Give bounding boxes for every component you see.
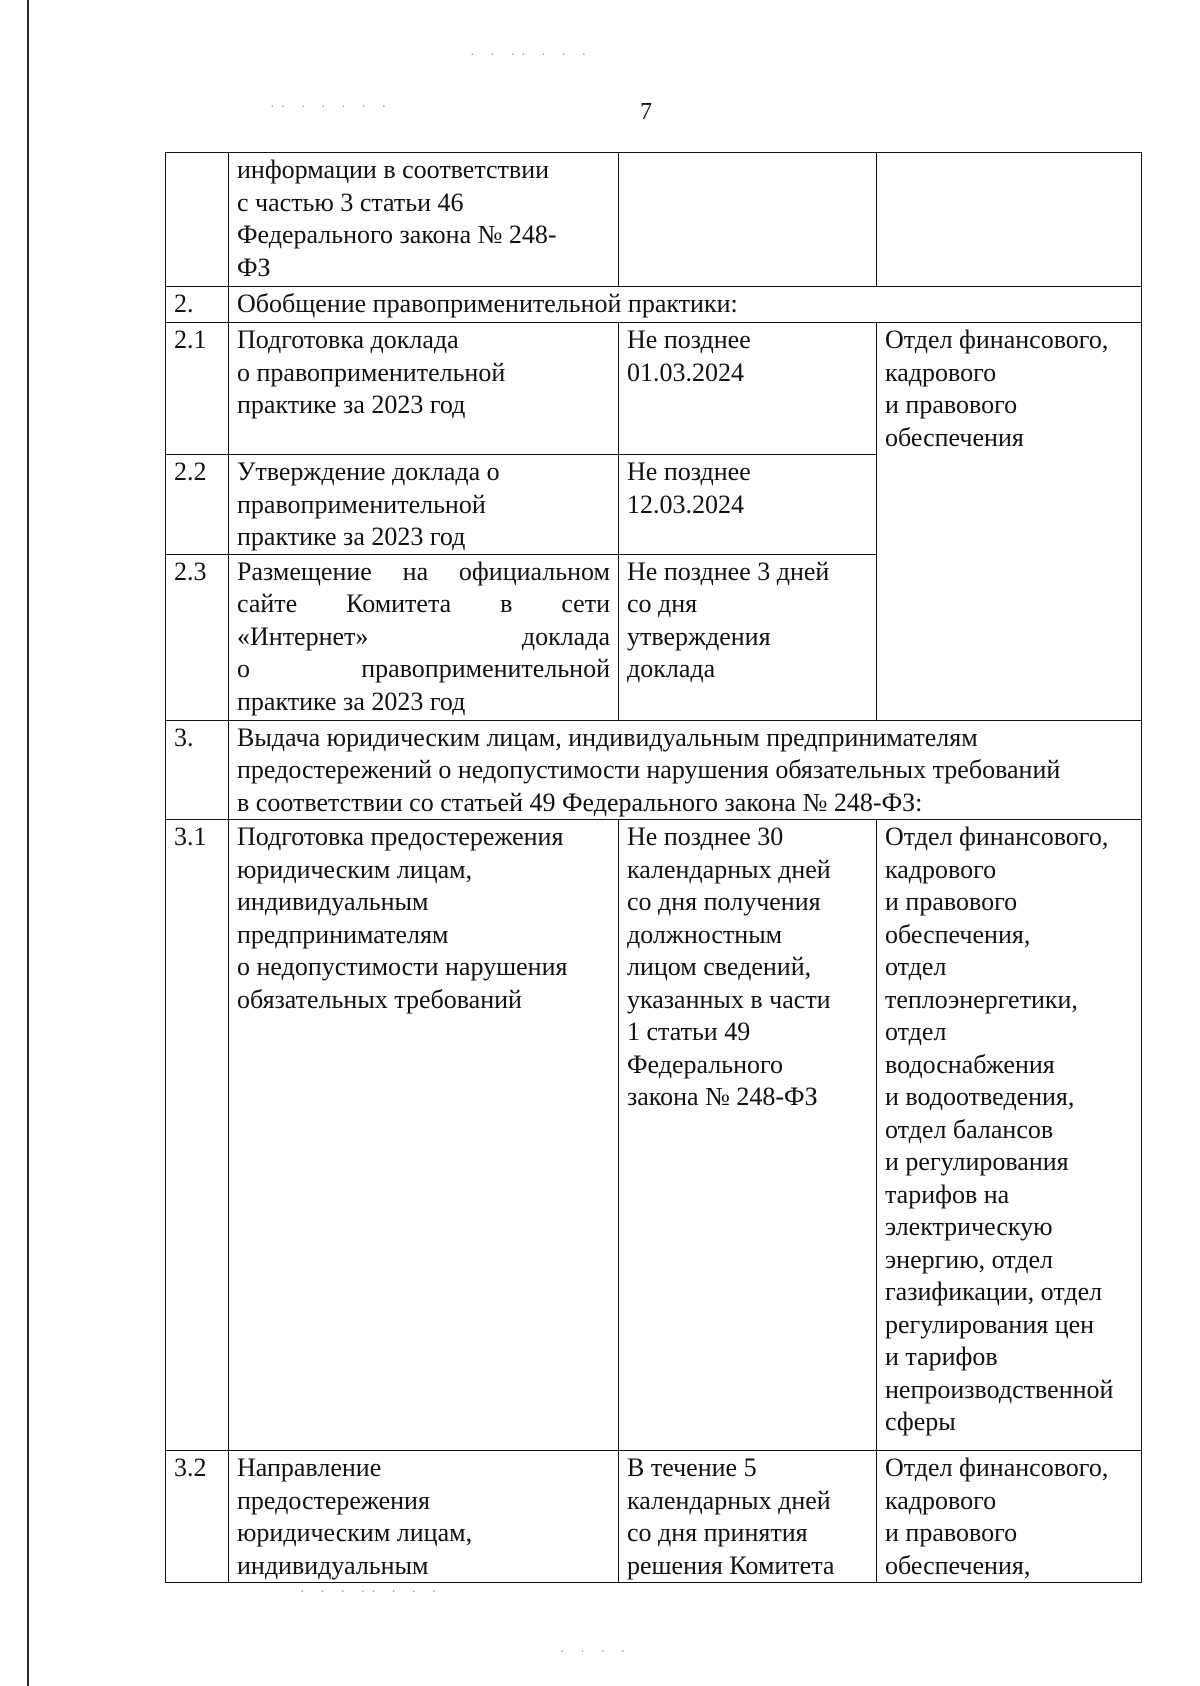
section-heading: Обобщение правоприменительной практики:	[229, 287, 1142, 323]
row-number-cell: 2.	[166, 287, 229, 323]
term-cell: Не позднее 3 дней со дня утверждения доклада	[619, 554, 877, 720]
scan-noise: · · · ·	[560, 1645, 632, 1660]
section-heading-row	[166, 720, 1142, 820]
responsible-cell: Отдел финансового, кадрового и правового обеспечения,	[877, 1451, 1142, 1583]
page-number: 7	[640, 99, 652, 125]
responsible-cell: Отдел финансового, кадрового и правового обеспечения	[877, 323, 1142, 721]
row-number-cell: 2.1	[166, 323, 229, 455]
page-edge-line	[27, 0, 29, 1686]
action-cell: Подготовка предостережения юридическим лицам, индивидуальным предпринимателям о недопустимости нарушения обязательных требований	[229, 820, 619, 1451]
row-number-cell: 3.2	[166, 1451, 229, 1583]
action-cell: Утверждение доклада о правоприменительной практике за 2023 год	[229, 455, 619, 555]
scan-noise: · · · ·· · · ·	[300, 1585, 443, 1600]
row-number-cell	[166, 153, 229, 287]
row-number-cell: 2.2	[166, 455, 229, 555]
table-row	[166, 153, 1142, 287]
action-cell: Направление предостережения юридическим лицам, индивидуальным	[229, 1451, 619, 1583]
term-cell: В течение 5 календарных дней со дня принятия решения Комитета	[619, 1451, 877, 1583]
term-cell: Не позднее 01.03.2024	[619, 323, 877, 455]
scan-noise: · · ·· · · ·	[470, 48, 593, 63]
term-cell: Не позднее 12.03.2024	[619, 455, 877, 555]
action-cell: Подготовка доклада о правоприменительной практике за 2023 год	[229, 323, 619, 455]
plan-table	[165, 152, 1142, 1583]
term-cell: Не позднее 30 календарных дней со дня получения должностным лицом сведений, указанных в части 1 статьи 49 Федерального закона № 248-ФЗ	[619, 820, 877, 1451]
table-row	[166, 1451, 1142, 1583]
section-heading-row	[166, 287, 1142, 323]
section-heading: Выдача юридическим лицам, индивидуальным предпринимателям предостережений о недопустимости нарушения обязательных требований в соответствии со статьей 49 Федерального закона № 248-ФЗ:	[229, 720, 1142, 820]
responsible-cell	[877, 153, 1142, 287]
row-number-cell: 3.1	[166, 820, 229, 1451]
scan-noise: ·· · · · · ·	[270, 100, 393, 115]
responsible-cell: Отдел финансового, кадрового и правового обеспечения, отдел теплоэнергетики, отдел водоснабжения и водоотведения, отдел балансов и регулирования тарифов на электрическую энергию, отдел газификации, отдел регулирования цен и тарифов непроизводственной сферы	[877, 820, 1142, 1451]
action-cell: Размещение на официальном сайте Комитета в сети «Интернет» доклада о правоприменительной практике за 2023 год	[229, 554, 619, 720]
table-row	[166, 323, 1142, 455]
row-number-cell: 3.	[166, 720, 229, 820]
action-cell: информации в соответствии с частью 3 статьи 46 Федерального закона № 248- ФЗ	[229, 153, 619, 287]
table-row	[166, 820, 1142, 1451]
term-cell	[619, 153, 877, 287]
row-number-cell: 2.3	[166, 554, 229, 720]
